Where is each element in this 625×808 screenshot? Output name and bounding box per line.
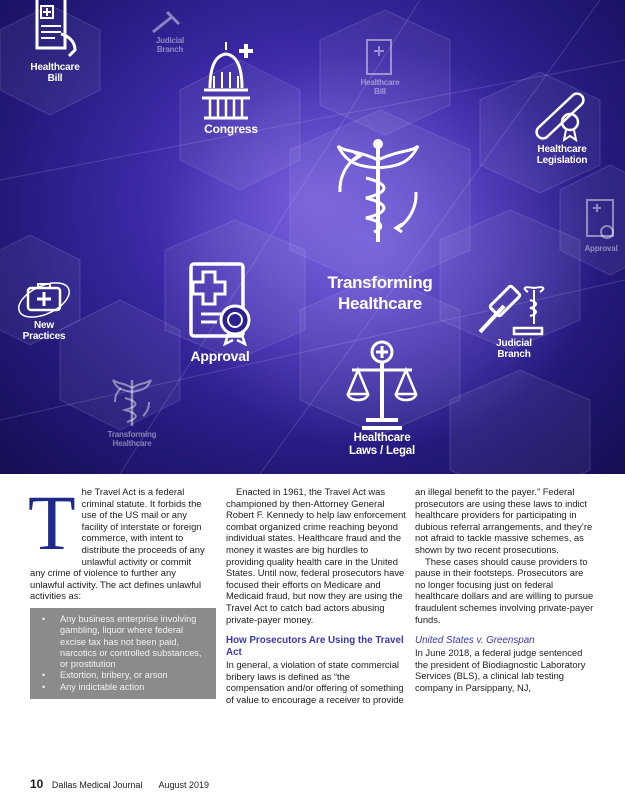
page-number: 10 xyxy=(30,777,44,791)
label-judicial-branch: Judicial Branch xyxy=(496,338,532,360)
list-item: • Extortion, bribery, or arson xyxy=(42,670,168,681)
intro-paragraph: he Travel Act is a federal criminal statute. It forbids the use of the US mail or any facility of interstate or foreign commerce, with intent to distribute the proceeds of any unlawful activity or commit any crime of violence to further any unlawful activity. The act defines unlawful activities as: xyxy=(30,486,205,602)
label-approval: Approval xyxy=(190,348,250,364)
center-title: Transforming Healthcare xyxy=(327,273,433,313)
label-judicial-branch-faint: Judicial Branch xyxy=(155,36,185,54)
article-column-2 xyxy=(226,486,406,706)
history-paragraph: Enacted in 1961, the Travel Act was championed by then-Attorney General Robert F. Kennedy to help law enforcement combat organized crime reaching beyond individual states. Healthcare fraud and the money it wastes are big hurdles to providing quality health care in the United States. Until now, federal prosecutors have focused their efforts on Medicare and Medicaid fraud, but now they are using the Travel Act to catch bad actors abusing private-payer money. xyxy=(226,486,406,625)
node-approval xyxy=(175,262,265,364)
bribery-paragraph: In general, a violation of state commercial bribery laws is defined as “the compensation and/or offering of something of value to encourage a receiver to provide xyxy=(226,659,404,705)
medical-kit-icon xyxy=(14,276,74,320)
scroll-seal-icon xyxy=(532,88,592,144)
gavel-icon xyxy=(145,10,195,36)
node-laws-legal xyxy=(336,340,428,458)
list-item: • Any indictable action xyxy=(42,681,145,692)
node-judicial-branch xyxy=(472,282,556,360)
scales-of-justice-icon xyxy=(344,340,420,432)
document-faint-icon xyxy=(355,38,405,78)
article-column-3 xyxy=(415,486,595,694)
case-paragraph: In June 2018, a federal judge sentenced the president of Biodiagnostic Laboratory Services (BLS), a clinical lab testing company in Parsippany, NJ, xyxy=(415,647,586,693)
section-heading: How Prosecutors Are Using the Travel Act xyxy=(226,635,404,659)
caduceus-faint-icon xyxy=(107,374,157,430)
node-new-practices xyxy=(8,276,80,342)
article-body xyxy=(0,474,625,808)
bullet-icon: • xyxy=(42,681,46,692)
gavel-caduceus-icon xyxy=(474,282,554,338)
label-healthcare-bill: Healthcare Bill xyxy=(30,62,80,84)
label-transforming-faint: Transforming Healthcare xyxy=(107,430,157,448)
bullet-icon: • xyxy=(42,670,46,681)
approval-document-seal-icon xyxy=(177,262,263,346)
label-approval-faint: Approval xyxy=(584,244,618,253)
drop-cap: T xyxy=(28,479,76,566)
article-column-1 xyxy=(28,479,206,699)
label-healthcare-legislation: Healthcare Legislation xyxy=(536,144,588,166)
label-congress: Congress xyxy=(204,122,258,136)
page-footer xyxy=(30,777,209,791)
node-healthcare-bill xyxy=(20,0,90,84)
cases-paragraph: These cases should cause providers to pause in their footsteps. Prosecutors are no longer focusing just on federal healthcare dollars and are willing to pursue fraudulent schemes involving private-payer funds. xyxy=(415,555,594,625)
node-healthcare-legislation xyxy=(522,88,602,166)
approval-document-faint-icon xyxy=(581,198,621,244)
issue-date: August 2019 xyxy=(158,780,209,790)
magazine-name: Dallas Medical Journal xyxy=(51,780,143,790)
capitol-building-icon xyxy=(196,38,266,124)
case-heading: United States v. Greenspan xyxy=(415,635,535,647)
node-transforming-healthcare xyxy=(318,132,438,266)
bullet-icon: • xyxy=(42,613,46,624)
continuation-paragraph: an illegal benefit to the payer.” Federal prosecutors are using these laws to indict healthcare providers for participating in dubious referral arrangements, and they’re not afraid to tackle massive schemes, as shown by two recent prosecutions. xyxy=(415,486,593,555)
node-approval-faint xyxy=(576,198,625,253)
node-congress xyxy=(190,38,272,135)
node-transforming-faint xyxy=(90,374,174,448)
list-item: • Any business enterprise involving gambling, liquor where federal excise tax has not been paid, narcotics or controlled substances, or prostitution xyxy=(42,613,202,670)
label-new-practices: New Practices xyxy=(22,320,66,342)
label-laws-legal: Healthcare Laws / Legal xyxy=(349,432,415,457)
label-healthcare-bill-faint: Healthcare Bill xyxy=(360,78,400,96)
caduceus-icon xyxy=(318,132,438,266)
unlawful-activities-list xyxy=(30,608,216,699)
document-medical-cross-icon xyxy=(27,0,83,60)
node-healthcare-bill-faint xyxy=(345,38,415,96)
